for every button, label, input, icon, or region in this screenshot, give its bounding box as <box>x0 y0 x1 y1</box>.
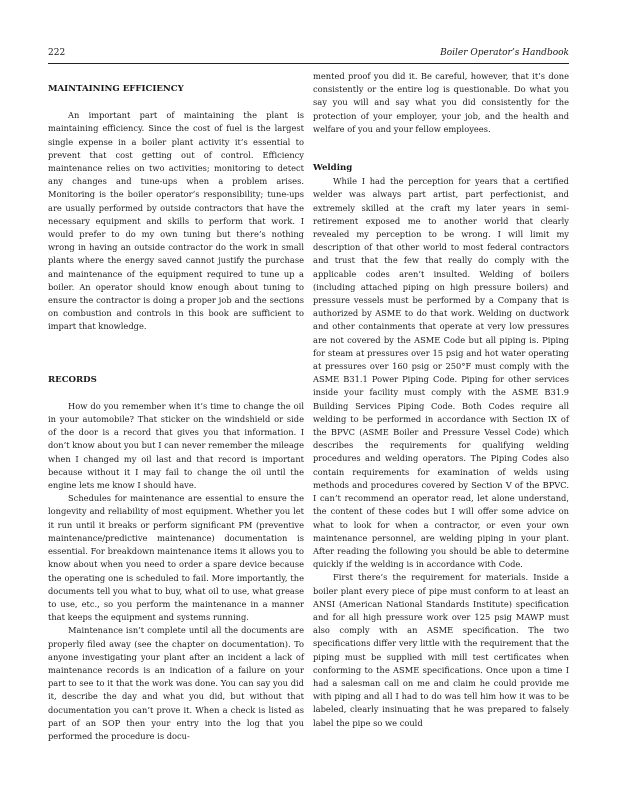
paragraph: mented proof you did it. Be careful, however, that it’s done consistently or the entire log is questionable. Do what you say you will and say what you did consistently for the protection of your employer, your job, and the health and welfare of you and your fellow employees. <box>313 71 569 134</box>
paragraph: First there’s the requirement for materials. Inside a boiler plant every piece of pipe must conform to at least an ANSI (American National Standards Institute) specification and for all high pressure work over 125 psig MAWP must also comply with an ASME specification. The two specifications differ very little with the requirement that the piping must be supplied with mill test certificates when conforming to the ASME specifications. Once upon a time I had a salesman call on me and claim he could provide me with piping and all I had to do was tell him how it was to be labeled, clearly insinuating that he was prepared to falsely label the pipe so we could <box>313 572 569 728</box>
paragraph: Schedules for maintenance are essential to ensure the longevity and reliability of most equipment. Whether you let it run until it breaks or perform significant PM (preventive maintenance/predictive maintenance) documentation is essential. For breakdown maintenance items it allows you to know about when you need to order a spare device because the operating one is scheduled to fail. More importantly, the documents tell you what to buy, what oil to use, what grease to use, etc., so you perform the maintenance in a manner that keeps the equipment and systems running. <box>48 493 304 623</box>
section-heading-records: RECORDS <box>48 374 97 385</box>
paragraph: While I had the perception for years that a certified welder was always part artist, part perfectionist, and extremely skilled at the craft my later years in semi-retirement exposed me to another world that clearly revealed my perception to be wrong. I will limit my description of that other world to most federal contractors and trust that the few that really do comply with the applicable codes aren’t insulted. Welding of boilers (including attached piping on high pressure boilers) and pressure vessels must be performed by a Company that is authorized by ASME to do that work. Welding on ductwork and other containments that operate at very low pressures are not covered by the ASME Code but all piping is. Piping for steam at pressures over 15 psig and hot water operating at pressures over 160 psig or 250°F must comply with the ASME B31.1 Power Piping Code. Piping for other services inside your facility must comply with the ASME B31.9 Building Services Piping Code. Both Codes require all welding to be performed in accordance with Section IX of the BPVC (ASME Boiler and Pressure Vessel Code) which describes the requirements for qualifying welding procedures and welding operators. The Piping Codes also contain requirements for examination of welds using methods and procedures covered by Section V of the BPVC. I can’t recommend an operator read, let alone understand, the content of these codes but I will offer some advice on what to look for when a contractor, or even your own maintenance personnel, are welding piping in your plant. After reading the following you should be able to determine quickly if the welding is in accordance with Code. <box>313 176 569 570</box>
section-heading-maintaining-efficiency: MAINTAINING EFFICIENCY <box>48 84 184 94</box>
running-title: Boiler Operator’s Handbook <box>440 48 569 58</box>
paragraph: An important part of maintaining the plant is maintaining efficiency. Since the cost of fuel is the largest single expense in a boiler plant activity it’s essential to prevent that cost getting out of control. Efficiency maintenance relies on two activities; monitoring to detect any changes and tune-ups when a problem arises. Monitoring is the boiler operator’s responsibility; tune-ups are usually performed by outside contractors that have the necessary equipment and skills to perform that work. I would prefer to do my own tuning but there’s nothing wrong in having an outside contractor do the work in small plants where the energy saved cannot justify the purchase and maintenance of the equipment required to tune up a boiler. An operator should know enough about tuning to ensure the contractor is doing a proper job and the sections on combustion and controls in this book are sufficient to impart that knowledge. <box>48 110 304 332</box>
paragraph: Maintenance isn’t complete until all the documents are properly filed away (see the chapter on documentation). To anyone investigating your plant after an incident a lack of maintenance records is an indication of a failure on your part to see to it that the work was done. You can say you did it, describe the day and what you did, but without that documentation you can’t prove it. When a check is listed as part of an SOP then your entry into the log that you performed the procedure is docu- <box>48 625 304 741</box>
page-number: 222 <box>48 48 66 58</box>
paragraph: How do you remember when it’s time to change the oil in your automobile? That sticker on the windshield or side of the door is a record that gives you that information. I don’t know about you but I can never remember the mileage when I changed my oil last and that record is important because without it I may fail to change the oil until the engine lets me know I should have. <box>48 400 304 491</box>
page-header <box>48 46 569 60</box>
header-rule <box>48 63 569 64</box>
subsection-heading-welding: Welding <box>313 163 353 174</box>
right-column <box>313 70 569 730</box>
left-column <box>48 70 304 743</box>
